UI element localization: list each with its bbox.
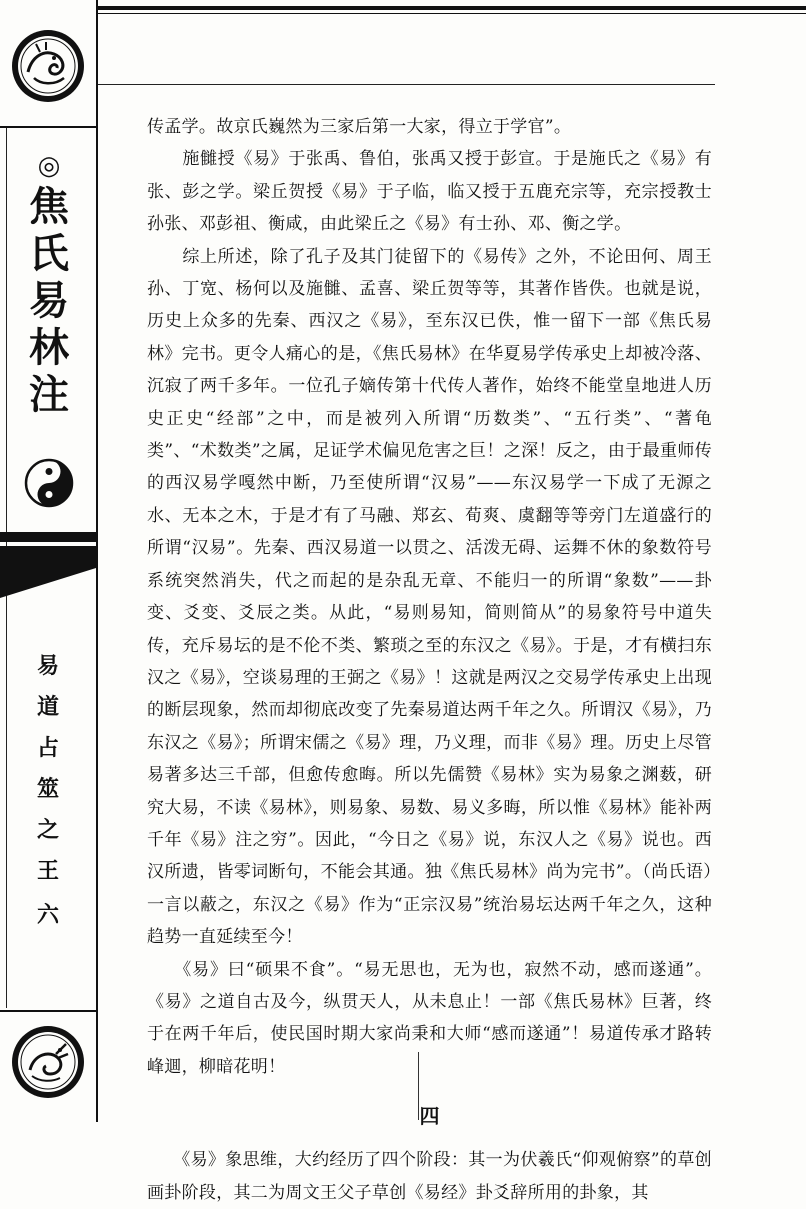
paragraph: 《易》象思维，大约经历了四个阶段：其一为伏羲氏“仰观俯察”的草创画卦阶段，其二为周文王父子草创《易经》卦爻辞所用的卦象，其: [147, 1150, 712, 1203]
gutter-line: [418, 1052, 419, 1120]
book-title-vertical: [20, 148, 78, 419]
sidebar-divider: [0, 1010, 96, 1012]
book-title: 焦氏易林注: [29, 184, 69, 418]
paragraph: 综上所述，除了孔子及其门徒留下的《易传》之外，不论田何、周王孙、丁宽、杨何以及施雠、孟喜、梁丘贺等等，其著作皆佚。也就是说，历史上众多的先秦、西汉之《易》，至东汉已佚，惟一留下一部《焦氏易林》完书。更令人痛心的是，《焦氏易林》在华夏易学传承史上却被冷落、沉寂了两千多年。一位孔子嫡传第十代传人著作，始终不能堂皇地进人历史正史“经部”之中，而是被列入所谓“历数类”、“五行类”、“蓍龟类”、“术数类”之属，足证学术偏见危害之巨！之深！反之，由于最重师传的西汉易学嘎然中断，乃至使所谓“汉易”——东汉易学一下成了无源之水、无本之木，于是才有了马融、郑玄、荀爽、虞翻等等旁门左道盛行的所谓“汉易”。先秦、西汉易道一以贯之、活泼无碍、运舞不休的象数符号系统突然消失，代之而起的是杂乱无章、不能归一的所谓“象数”——卦变、爻变、爻辰之类。从此，“易则易知，简则简从”的易象符号中道失传，充斥易坛的是不伦不类、繁琐之至的东汉之《易》。于是，才有横扫东汉之《易》，空谈易理的王弼之《易》！这就是两汉之交易学传承史上出现的断层现象，然而却彻底改变了先秦易道达两千年之久。所谓汉《易》，乃东汉之《易》；所谓宋儒之《易》理，乃义理，而非《易》理。历史上尽管易著多达三千部，但愈传愈晦。所以先儒赞《易林》实为易象之渊薮，研究大易，不读《易林》，则易象、易数、易义多晦，所以惟《易林》能补两千年《易》注之穷”。因此，“今日之《易》说，东汉人之《易》说也。西汉所遗，皆零词断句，不能会其通。独《焦氏易林》尚为完书”。（尚氏语）一言以蔽之，东汉之《易》作为“正宗汉易”统治易坛达两千年之久，这种趋势一直延续至今！: [147, 246, 712, 948]
top-border-rule: [98, 6, 806, 10]
sidebar-border: [96, 0, 98, 1122]
phoenix-medallion-icon: [10, 1024, 86, 1100]
taiji-icon: [24, 458, 74, 508]
dragon-medallion-icon: [10, 28, 86, 104]
page-number: 六: [36, 903, 59, 928]
book-subtitle-vertical: 易道占筮之王: [36, 654, 59, 884]
paragraph: 《易》曰“硕果不食”。“易无思也，无为也，寂然不动，感而遂通”。《易》之道自古及今，纵贯天人，从未息止！一部《焦氏易林》巨著，终于在两千年后，使民国时期大家尚秉和大师“感而遂通”！易道传承才路转峰逥，柳暗花明！: [147, 959, 712, 1077]
main-text-block: [147, 111, 712, 1209]
paragraph: 传孟学。故京氏巍然为三家后第一大家，得立于学官”。: [147, 117, 572, 137]
top-border-rule-thin: [98, 13, 806, 14]
header-rule: [98, 84, 715, 85]
section-heading: 四: [419, 1104, 440, 1129]
title-mark: ◎: [37, 151, 61, 181]
paragraph: 施雠授《易》于张禹、鲁伯，张禹又授于彭宣。于是施氏之《易》有张、彭之学。梁丘贺授《易》于子临，临又授于五鹿充宗等，充宗授教士孙张、邓彭祖、衡咸，由此梁丘之《易》有士孙、邓、衡之学。: [147, 149, 712, 235]
sidebar: [0, 0, 98, 1122]
sidebar-band-decoration: [0, 528, 96, 598]
sidebar-divider: [0, 126, 96, 128]
